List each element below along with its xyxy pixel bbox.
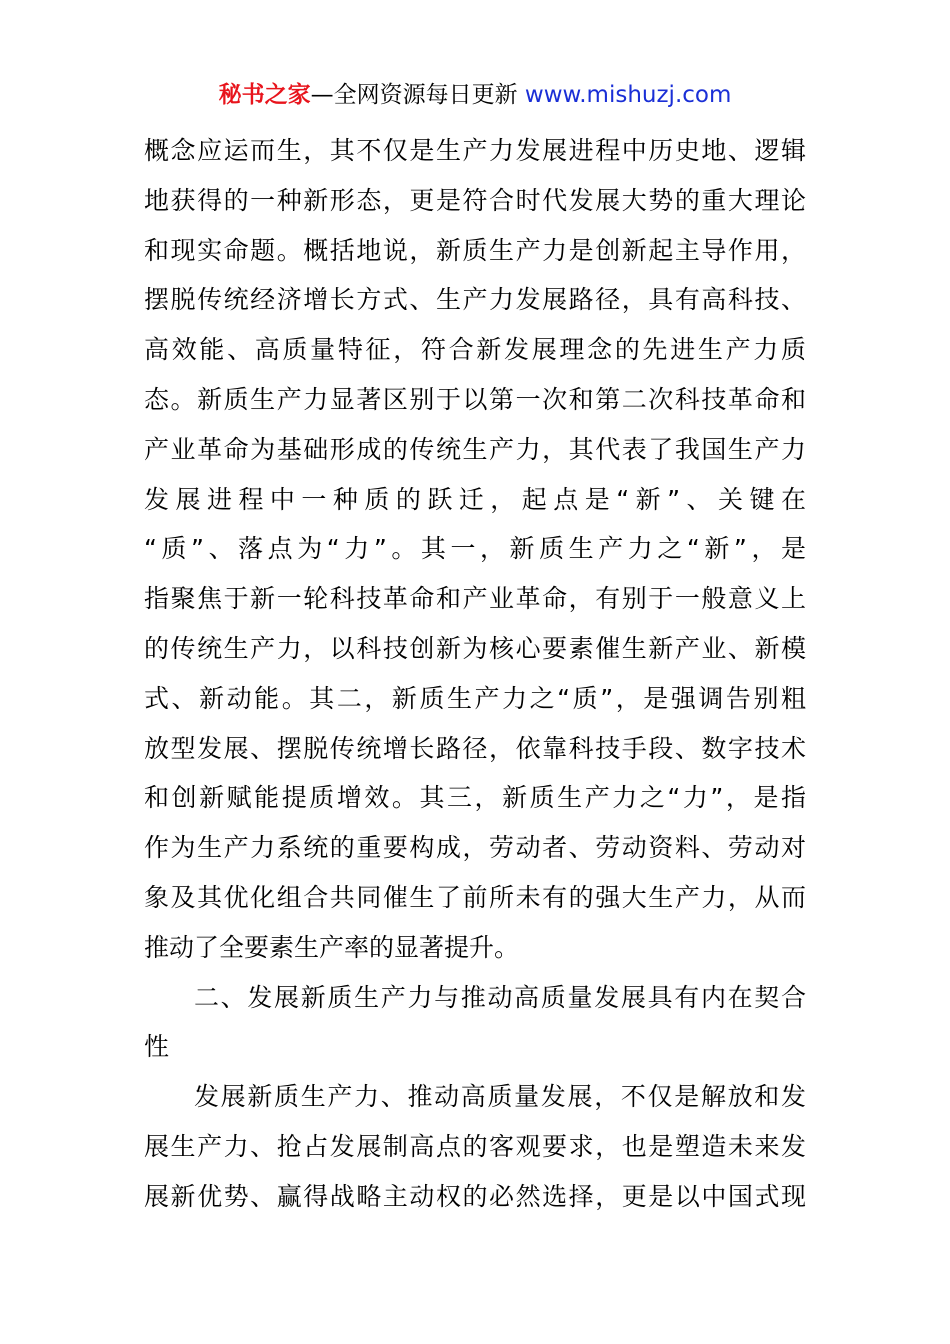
text-line: “质”、落点为“力”。其一，新质生产力之“新”，是 xyxy=(144,534,806,564)
text-line: 推动了全要素生产率的显著提升。 xyxy=(144,932,520,962)
text-line: 式、新动能。其二，新质生产力之“质”，是强调告别粗 xyxy=(144,683,806,713)
text-line: 态。新质生产力显著区别于以第一次和第二次科技革命和 xyxy=(144,384,806,414)
text-line: 象及其优化组合共同催生了前所未有的强大生产力，从而 xyxy=(144,882,806,912)
text-line: 摆脱传统经济增长方式、生产力发展路径，具有高科技、 xyxy=(144,285,806,315)
text-line: 发展进程中一种质的跃迁，起点是“新”、关键在 xyxy=(144,484,806,514)
text-line: 的传统生产力，以科技创新为核心要素催生新产业、新模 xyxy=(144,633,806,663)
text-line: 和现实命题。概括地说，新质生产力是创新起主导作用， xyxy=(144,235,806,265)
text-line: 作为生产力系统的重要构成，劳动者、劳动资料、劳动对 xyxy=(144,833,806,863)
brand-name: 秘书之家 xyxy=(218,82,311,108)
text-line: 产业革命为基础形成的传统生产力，其代表了我国生产力 xyxy=(144,434,806,464)
text-line: 高效能、高质量特征，符合新发展理念的先进生产力质 xyxy=(144,335,806,365)
text-line: 发展新质生产力、推动高质量发展，不仅是解放和发 xyxy=(194,1082,806,1112)
text-line: 展新优势、赢得战略主动权的必然选择，更是以中国式现 xyxy=(144,1181,806,1211)
page-header xyxy=(0,78,950,112)
text-line: 展生产力、抢占发展制高点的客观要求，也是塑造未来发 xyxy=(144,1131,806,1161)
document-body xyxy=(144,126,806,1222)
text-line: 指聚焦于新一轮科技革命和产业革命，有别于一般意义上 xyxy=(144,584,806,614)
text-line: 放型发展、摆脱传统增长路径，依靠科技手段、数字技术 xyxy=(144,733,806,763)
text-line: 地获得的一种新形态，更是符合时代发展大势的重大理论 xyxy=(144,185,806,215)
text-line: 概念应运而生，其不仅是生产力发展进程中历史地、逻辑 xyxy=(144,136,806,165)
header-tagline: —全网资源每日更新 xyxy=(310,82,525,108)
text-line: 和创新赋能提质增效。其三，新质生产力之“力”，是指 xyxy=(144,783,806,813)
header-url-link[interactable]: www.mishuzj.com xyxy=(524,82,732,108)
text-line: 二、发展新质生产力与推动高质量发展具有内在契合 xyxy=(194,982,806,1012)
text-line: 性 xyxy=(144,1032,170,1062)
